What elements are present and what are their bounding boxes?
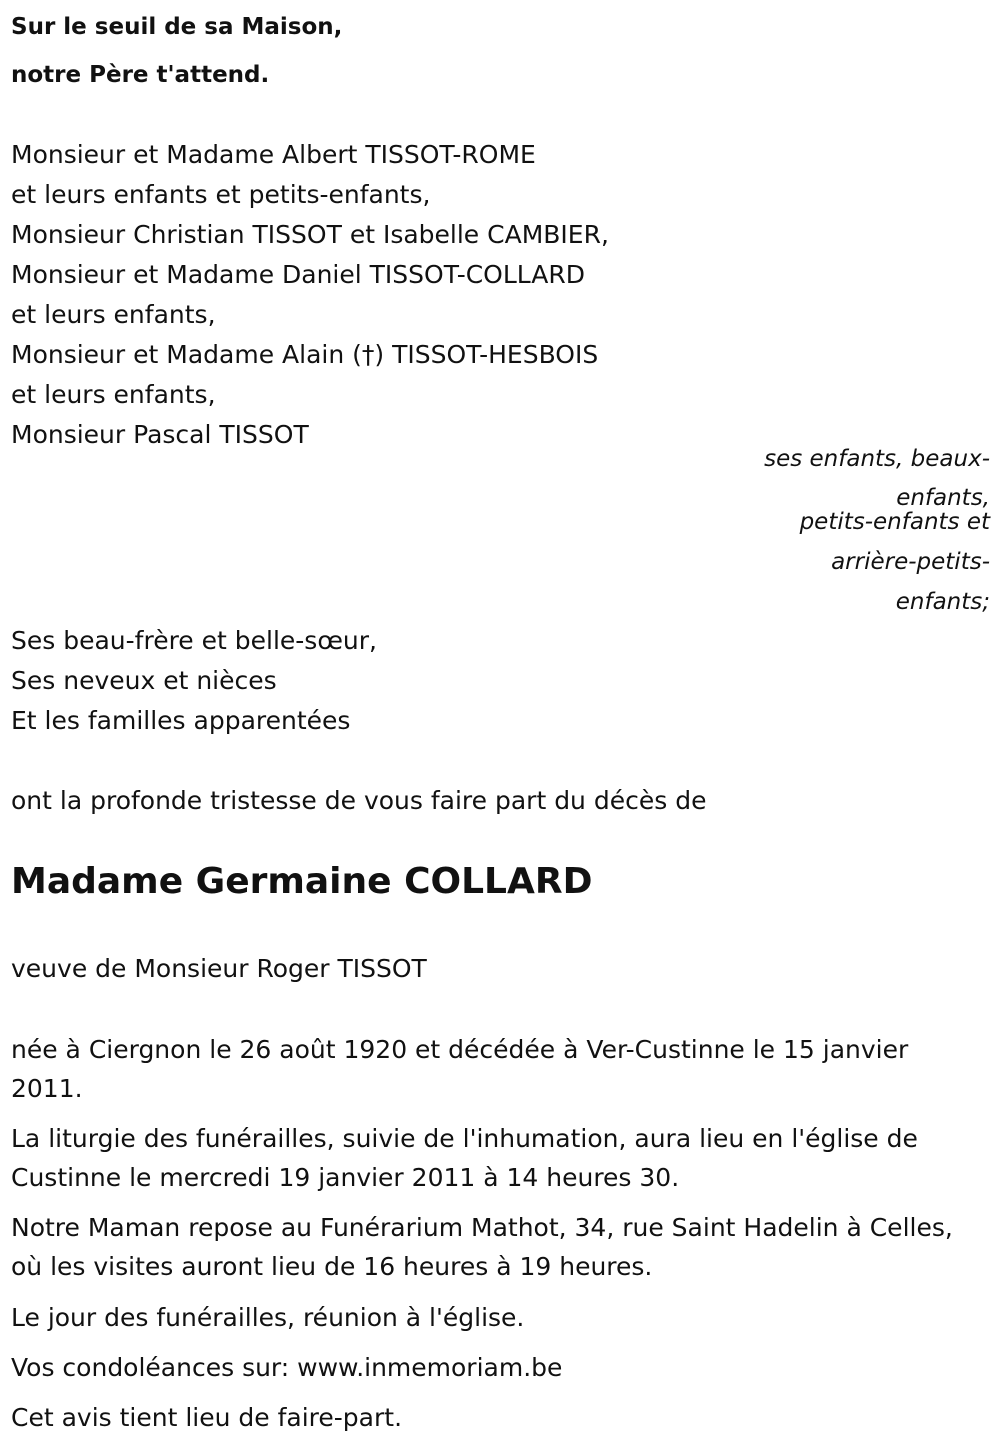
announcement-text: ont la profonde tristesse de vous faire part du décès de bbox=[11, 786, 707, 815]
family-line: Monsieur Christian TISSOT et Isabelle CAMBIER, bbox=[11, 220, 609, 249]
family-line: Monsieur et Madame Albert TISSOT-ROME bbox=[11, 140, 536, 169]
funerarium-paragraph: Notre Maman repose au Funérarium Mathot, 34, rue Saint Hadelin à Celles, où les visites auront lieu de 16 heures à 19 heures. bbox=[11, 1213, 953, 1281]
relatives-line: Et les familles apparentées bbox=[11, 706, 351, 735]
liturgy-paragraph: La liturgie des funérailles, suivie de l'inhumation, aura lieu en l'église de Custinne le mercredi 19 janvier 2011 à 14 heures 30. bbox=[11, 1124, 918, 1192]
family-line: Monsieur et Madame Daniel TISSOT-COLLARD bbox=[11, 260, 585, 289]
relation-line: petits-enfants et bbox=[799, 509, 990, 535]
condolences-paragraph: Vos condoléances sur: www.inmemoriam.be bbox=[11, 1353, 563, 1382]
family-line: Monsieur Pascal TISSOT bbox=[11, 420, 309, 449]
birth-death-paragraph: née à Ciergnon le 26 août 1920 et décédée à Ver-Custinne le 15 janvier 2011. bbox=[11, 1035, 909, 1103]
relation-line: arrière-petits- bbox=[831, 549, 990, 575]
family-line: et leurs enfants, bbox=[11, 380, 216, 409]
relation-line: enfants, bbox=[896, 485, 990, 511]
widow-of-text: veuve de Monsieur Roger TISSOT bbox=[11, 954, 427, 983]
relation-line: enfants; bbox=[895, 589, 990, 615]
notice-paragraph: Cet avis tient lieu de faire-part. bbox=[11, 1403, 403, 1432]
family-line: et leurs enfants, bbox=[11, 300, 216, 329]
relatives-line: Ses beau-frère et belle-sœur, bbox=[11, 626, 377, 655]
relatives-line: Ses neveux et nièces bbox=[11, 666, 277, 695]
family-line: Monsieur et Madame Alain (†) TISSOT-HESBOIS bbox=[11, 340, 599, 369]
family-line: et leurs enfants et petits-enfants, bbox=[11, 180, 431, 209]
deceased-name: Madame Germaine COLLARD bbox=[11, 861, 593, 902]
meeting-paragraph: Le jour des funérailles, réunion à l'église. bbox=[11, 1303, 525, 1332]
relation-line: ses enfants, beaux- bbox=[764, 446, 990, 472]
epigraph-line-2: notre Père t'attend. bbox=[11, 62, 270, 88]
epigraph-line-1: Sur le seuil de sa Maison, bbox=[11, 14, 343, 40]
